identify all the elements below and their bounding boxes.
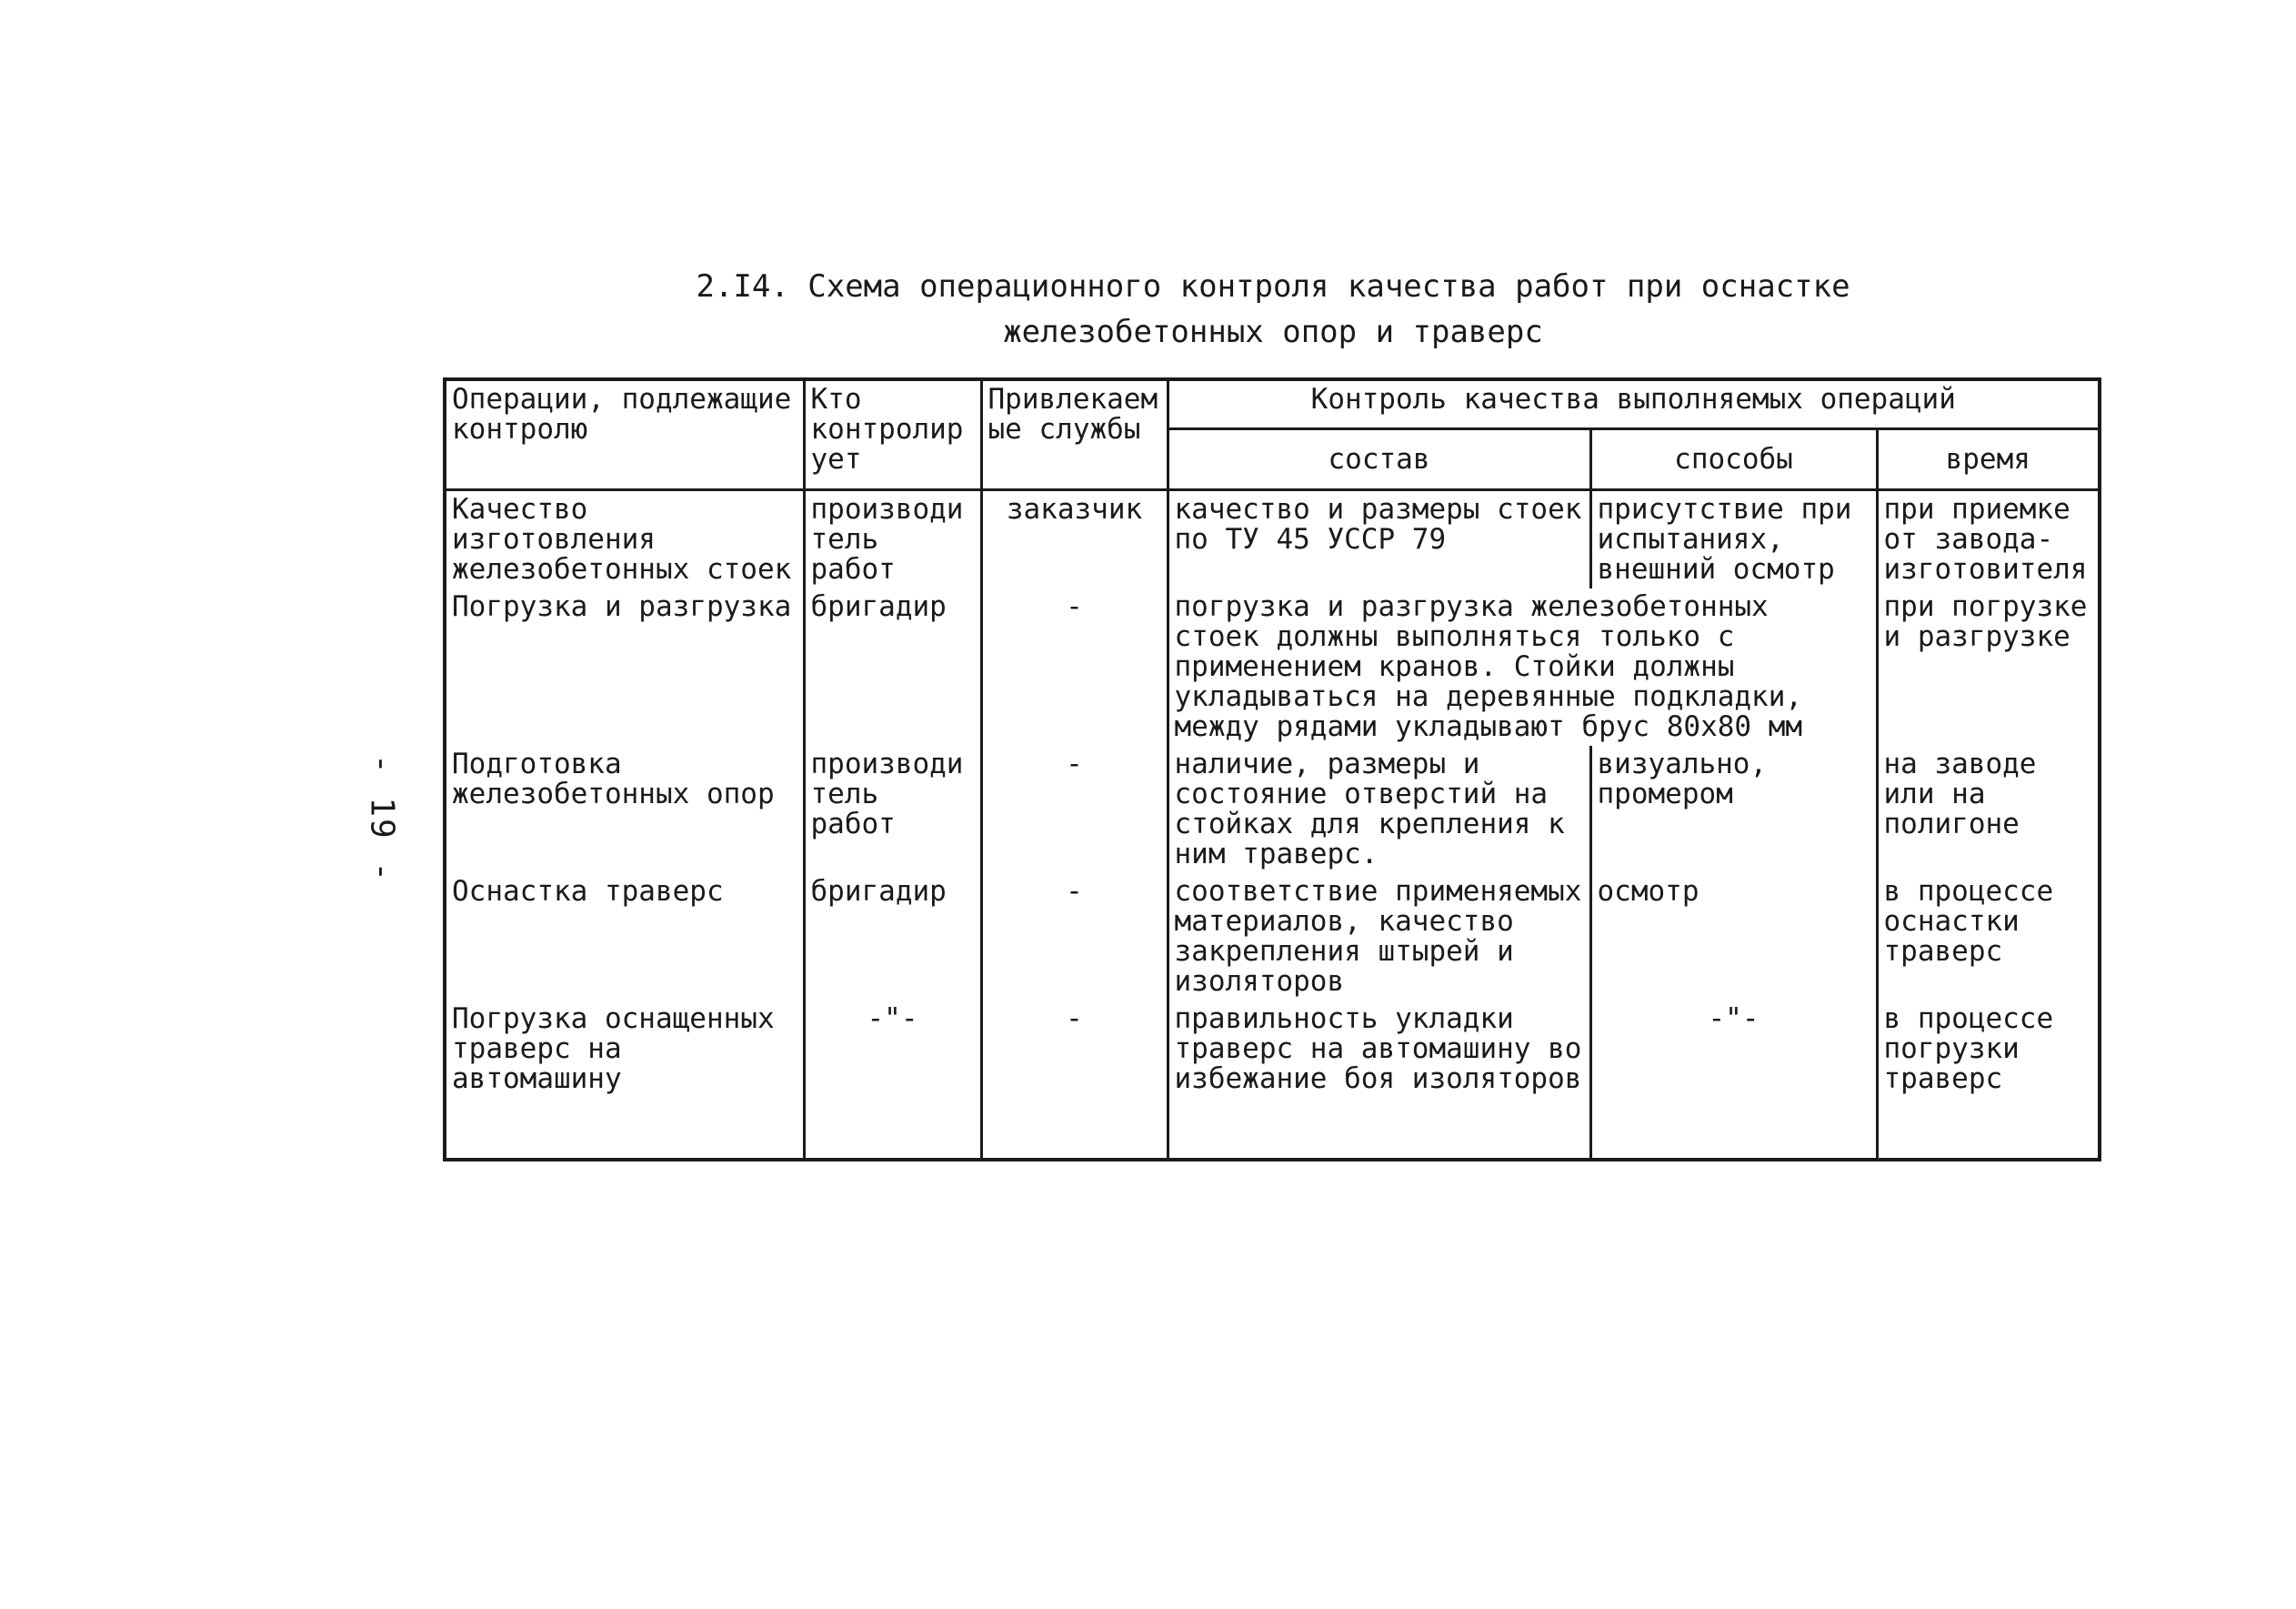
cell-who: бригадир — [804, 873, 981, 1001]
cell-services: - — [981, 746, 1168, 873]
title-line-1: 2.I4. Схема операционного контроля качества работ при оснастке — [696, 268, 1850, 305]
cell-composition: наличие, размеры и состояние отверстий на стойках для крепления к ним траверс. — [1168, 746, 1590, 873]
cell-services: - — [981, 588, 1168, 746]
table-row — [445, 1001, 2100, 1160]
cell-methods: осмотр — [1590, 873, 1877, 1001]
cell-who: -"- — [804, 1001, 981, 1160]
cell-time: на заводе или на полигоне — [1877, 746, 2100, 873]
cell-time: при погрузке и разгрузке — [1877, 588, 2100, 746]
table-row — [445, 588, 2100, 746]
cell-operation: Качество изготовления железобетонных стоек — [445, 490, 804, 589]
cell-services: - — [981, 873, 1168, 1001]
table-row — [445, 873, 2100, 1001]
cell-methods: присутствие при испытаниях, внешний осмотр — [1590, 490, 1877, 589]
cell-composition: правильность укладки траверс на автомашину во избежание боя изоляторов — [1168, 1001, 1590, 1160]
cell-composition: качество и размеры стоек по ТУ 45 УССР 79 — [1168, 490, 1590, 589]
cell-services: заказчик — [981, 490, 1168, 589]
header-who-controls: Кто контролирует — [804, 379, 981, 490]
header-methods: способы — [1590, 429, 1877, 490]
header-operations: Операции, подлежащие контролю — [445, 379, 804, 490]
cell-methods: визуально, промером — [1590, 746, 1877, 873]
cell-operation: Погрузка оснащенных траверс на автомашину — [445, 1001, 804, 1160]
cell-composition: погрузка и разгрузка железобетонных стоек должны выполняться только с применением кранов. Стойки должны укладываться на деревянные подкладки, между рядами укладывают брус 80х80 мм — [1168, 588, 1877, 746]
header-time: время — [1877, 429, 2100, 490]
cell-composition: соответствие применяемых материалов, качество закрепления штырей и изоляторов — [1168, 873, 1590, 1001]
cell-who: производитель работ — [804, 490, 981, 589]
page-number: - 19 - — [363, 753, 401, 884]
table-row — [445, 746, 2100, 873]
header-services: Привлекаемые службы — [981, 379, 1168, 490]
header-quality-control-group: Контроль качества выполняемых операций — [1168, 379, 2100, 429]
cell-time: при приемке от завода-изготовителя — [1877, 490, 2100, 589]
title-line-2: железобетонных опор и траверс — [1003, 314, 1543, 350]
header-composition: состав — [1168, 429, 1590, 490]
cell-operation: Подготовка железобетонных опор — [445, 746, 804, 873]
cell-time: в процессе оснастки траверс — [1877, 873, 2100, 1001]
quality-control-table — [443, 377, 2101, 1161]
cell-methods: -"- — [1590, 1001, 1877, 1160]
cell-services: - — [981, 1001, 1168, 1160]
cell-operation: Погрузка и разгрузка — [445, 588, 804, 746]
cell-who: производитель работ — [804, 746, 981, 873]
cell-time: в процессе погрузки траверс — [1877, 1001, 2100, 1160]
cell-operation: Оснастка траверс — [445, 873, 804, 1001]
table-title — [637, 264, 1910, 355]
cell-who: бригадир — [804, 588, 981, 746]
table-row — [445, 490, 2100, 589]
